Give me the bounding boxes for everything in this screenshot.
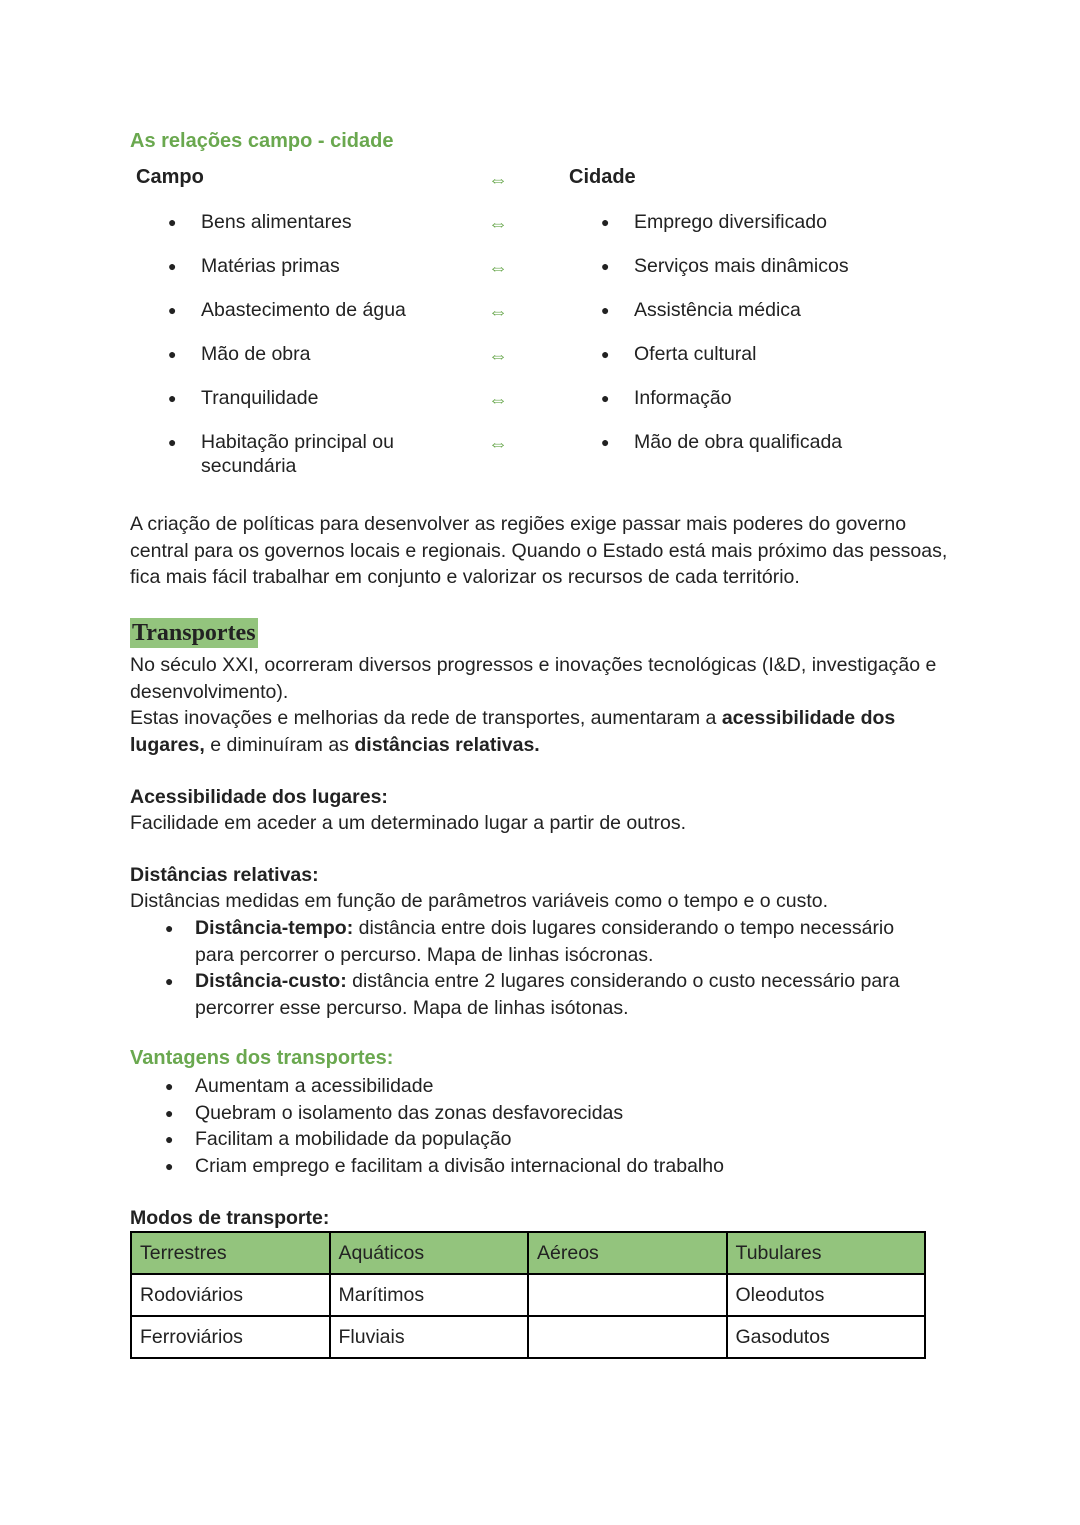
- double-arrow-icon: ⇔: [488, 345, 508, 367]
- double-arrow-icon: ⇔: [488, 213, 508, 235]
- table-cell: [528, 1316, 727, 1358]
- campo-item: Habitação principal ou secundária: [201, 431, 394, 477]
- campo-item: Tranquilidade: [201, 387, 319, 409]
- section-title-campo-cidade: As relações campo - cidade: [130, 130, 394, 152]
- bullet-icon: ●: [165, 920, 174, 936]
- list-item: [130, 1153, 930, 1180]
- bullet-icon: ●: [601, 302, 610, 318]
- table-cell: Gasodutos: [727, 1316, 926, 1358]
- cidade-item: Serviços mais dinâmicos: [634, 255, 849, 277]
- distancias-text: Distâncias medidas em função de parâmetros variáveis como o tempo e o custo.: [130, 890, 829, 912]
- cidade-item: Emprego diversificado: [634, 211, 827, 233]
- distancia-custo-term: Distância-custo:: [195, 970, 347, 992]
- table-cell: Oleodutos: [727, 1274, 926, 1316]
- transportes-paragraph-2: [130, 705, 960, 758]
- p2-text-c: e diminuíram as: [204, 733, 355, 756]
- cidade-item: Assistência médica: [634, 299, 801, 321]
- campo-item: Abastecimento de água: [201, 299, 406, 321]
- vantagem-text: Quebram o isolamento das zonas desfavorecidas: [195, 1101, 624, 1124]
- table-cell: Ferroviários: [131, 1316, 330, 1358]
- bullet-icon: ●: [165, 973, 174, 989]
- table-cell: Rodoviários: [131, 1274, 330, 1316]
- table-cell: Aquáticos: [330, 1232, 529, 1274]
- bullet-icon: ●: [168, 390, 177, 406]
- bullet-icon: ●: [165, 1157, 174, 1174]
- vantagem-text: Aumentam a acessibilidade: [195, 1075, 434, 1097]
- modos-title: Modos de transporte:: [130, 1207, 330, 1229]
- list-item: [130, 915, 930, 968]
- bullet-icon: ●: [168, 258, 177, 274]
- table-cell: Marítimos: [330, 1274, 529, 1316]
- bullet-icon: ●: [165, 1078, 174, 1094]
- bullet-icon: ●: [601, 390, 610, 406]
- distancias-title: Distâncias relativas:: [130, 864, 319, 886]
- vantagens-list: [130, 1073, 930, 1179]
- modos-table: [130, 1231, 926, 1359]
- vantagem-text: Criam emprego e facilitam a divisão internacional do trabalho: [195, 1154, 724, 1177]
- distancia-tempo-text: distância entre dois lugares considerando o tempo necessário para percorrer o percurso. Mapa de linhas isócronas.: [195, 917, 895, 966]
- campo-item: Matérias primas: [201, 255, 340, 277]
- table-cell: Terrestres: [131, 1232, 330, 1274]
- distancias-list: [130, 915, 930, 1021]
- acessibilidade-text: Facilidade em aceder a um determinado lugar a partir de outros.: [130, 812, 687, 834]
- cidade-header: Cidade: [569, 166, 636, 188]
- table-row: [131, 1316, 925, 1358]
- cidade-item: Informação: [634, 387, 732, 409]
- distancia-custo-text: distância entre 2 lugares considerando o custo necessário para percorrer esse percurso. Mapa de linhas isótonas.: [195, 970, 900, 1019]
- transportes-paragraph-1: No século XXI, ocorreram diversos progressos e inovações tecnológicas (I&D, investigação e desenvolvimento).: [130, 654, 937, 703]
- table-cell: Tubulares: [727, 1232, 926, 1274]
- table-cell: [528, 1274, 727, 1316]
- double-arrow-icon: ⇔: [488, 389, 508, 411]
- table-header-row: [131, 1232, 925, 1274]
- campo-header: Campo: [136, 166, 204, 188]
- double-arrow-icon: ⇔: [488, 169, 508, 191]
- bullet-icon: ●: [168, 302, 177, 318]
- table-cell: Fluviais: [330, 1316, 529, 1358]
- table-cell: Aéreos: [528, 1232, 727, 1274]
- double-arrow-icon: ⇔: [488, 301, 508, 323]
- table-row: [131, 1274, 925, 1316]
- p2-bold-distancias: distâncias relativas.: [354, 733, 540, 756]
- bullet-icon: ●: [601, 258, 610, 274]
- p2-text-a: Estas inovações e melhorias da rede de transportes, aumentaram a: [130, 707, 722, 729]
- campo-item: Bens alimentares: [201, 211, 352, 233]
- bullet-icon: ●: [601, 434, 610, 450]
- cidade-item: Oferta cultural: [634, 343, 757, 365]
- bullet-icon: ●: [168, 346, 177, 362]
- list-item: [130, 1100, 930, 1127]
- vantagens-title: Vantagens dos transportes:: [130, 1047, 394, 1069]
- bullet-icon: ●: [165, 1131, 174, 1147]
- distancia-tempo-term: Distância-tempo:: [195, 917, 354, 939]
- bullet-icon: ●: [168, 214, 177, 230]
- regions-paragraph: A criação de políticas para desenvolver as regiões exige passar mais poderes do governo central para os governos locais e regionais. Quando o Estado está mais próximo das pessoas, fica mais fácil trabalhar em conjunto e valorizar os recursos de cada território.: [130, 513, 948, 588]
- bullet-icon: ●: [601, 346, 610, 362]
- cidade-item: Mão de obra qualificada: [634, 431, 843, 453]
- acessibilidade-title: Acessibilidade dos lugares:: [130, 786, 388, 808]
- bullet-icon: ●: [168, 434, 177, 450]
- list-item: [130, 1073, 930, 1100]
- double-arrow-icon: ⇔: [488, 433, 508, 455]
- p2-bold-acessibilidade: acessibilidade dos lugares,: [130, 707, 896, 756]
- list-item: [130, 1126, 930, 1153]
- vantagem-text: Facilitam a mobilidade da população: [195, 1128, 512, 1150]
- bullet-icon: ●: [601, 214, 610, 230]
- bullet-icon: ●: [165, 1104, 174, 1121]
- campo-item: Mão de obra: [201, 343, 311, 365]
- list-item: [130, 968, 930, 1021]
- double-arrow-icon: ⇔: [488, 257, 508, 279]
- transportes-title: Transportes: [132, 620, 256, 646]
